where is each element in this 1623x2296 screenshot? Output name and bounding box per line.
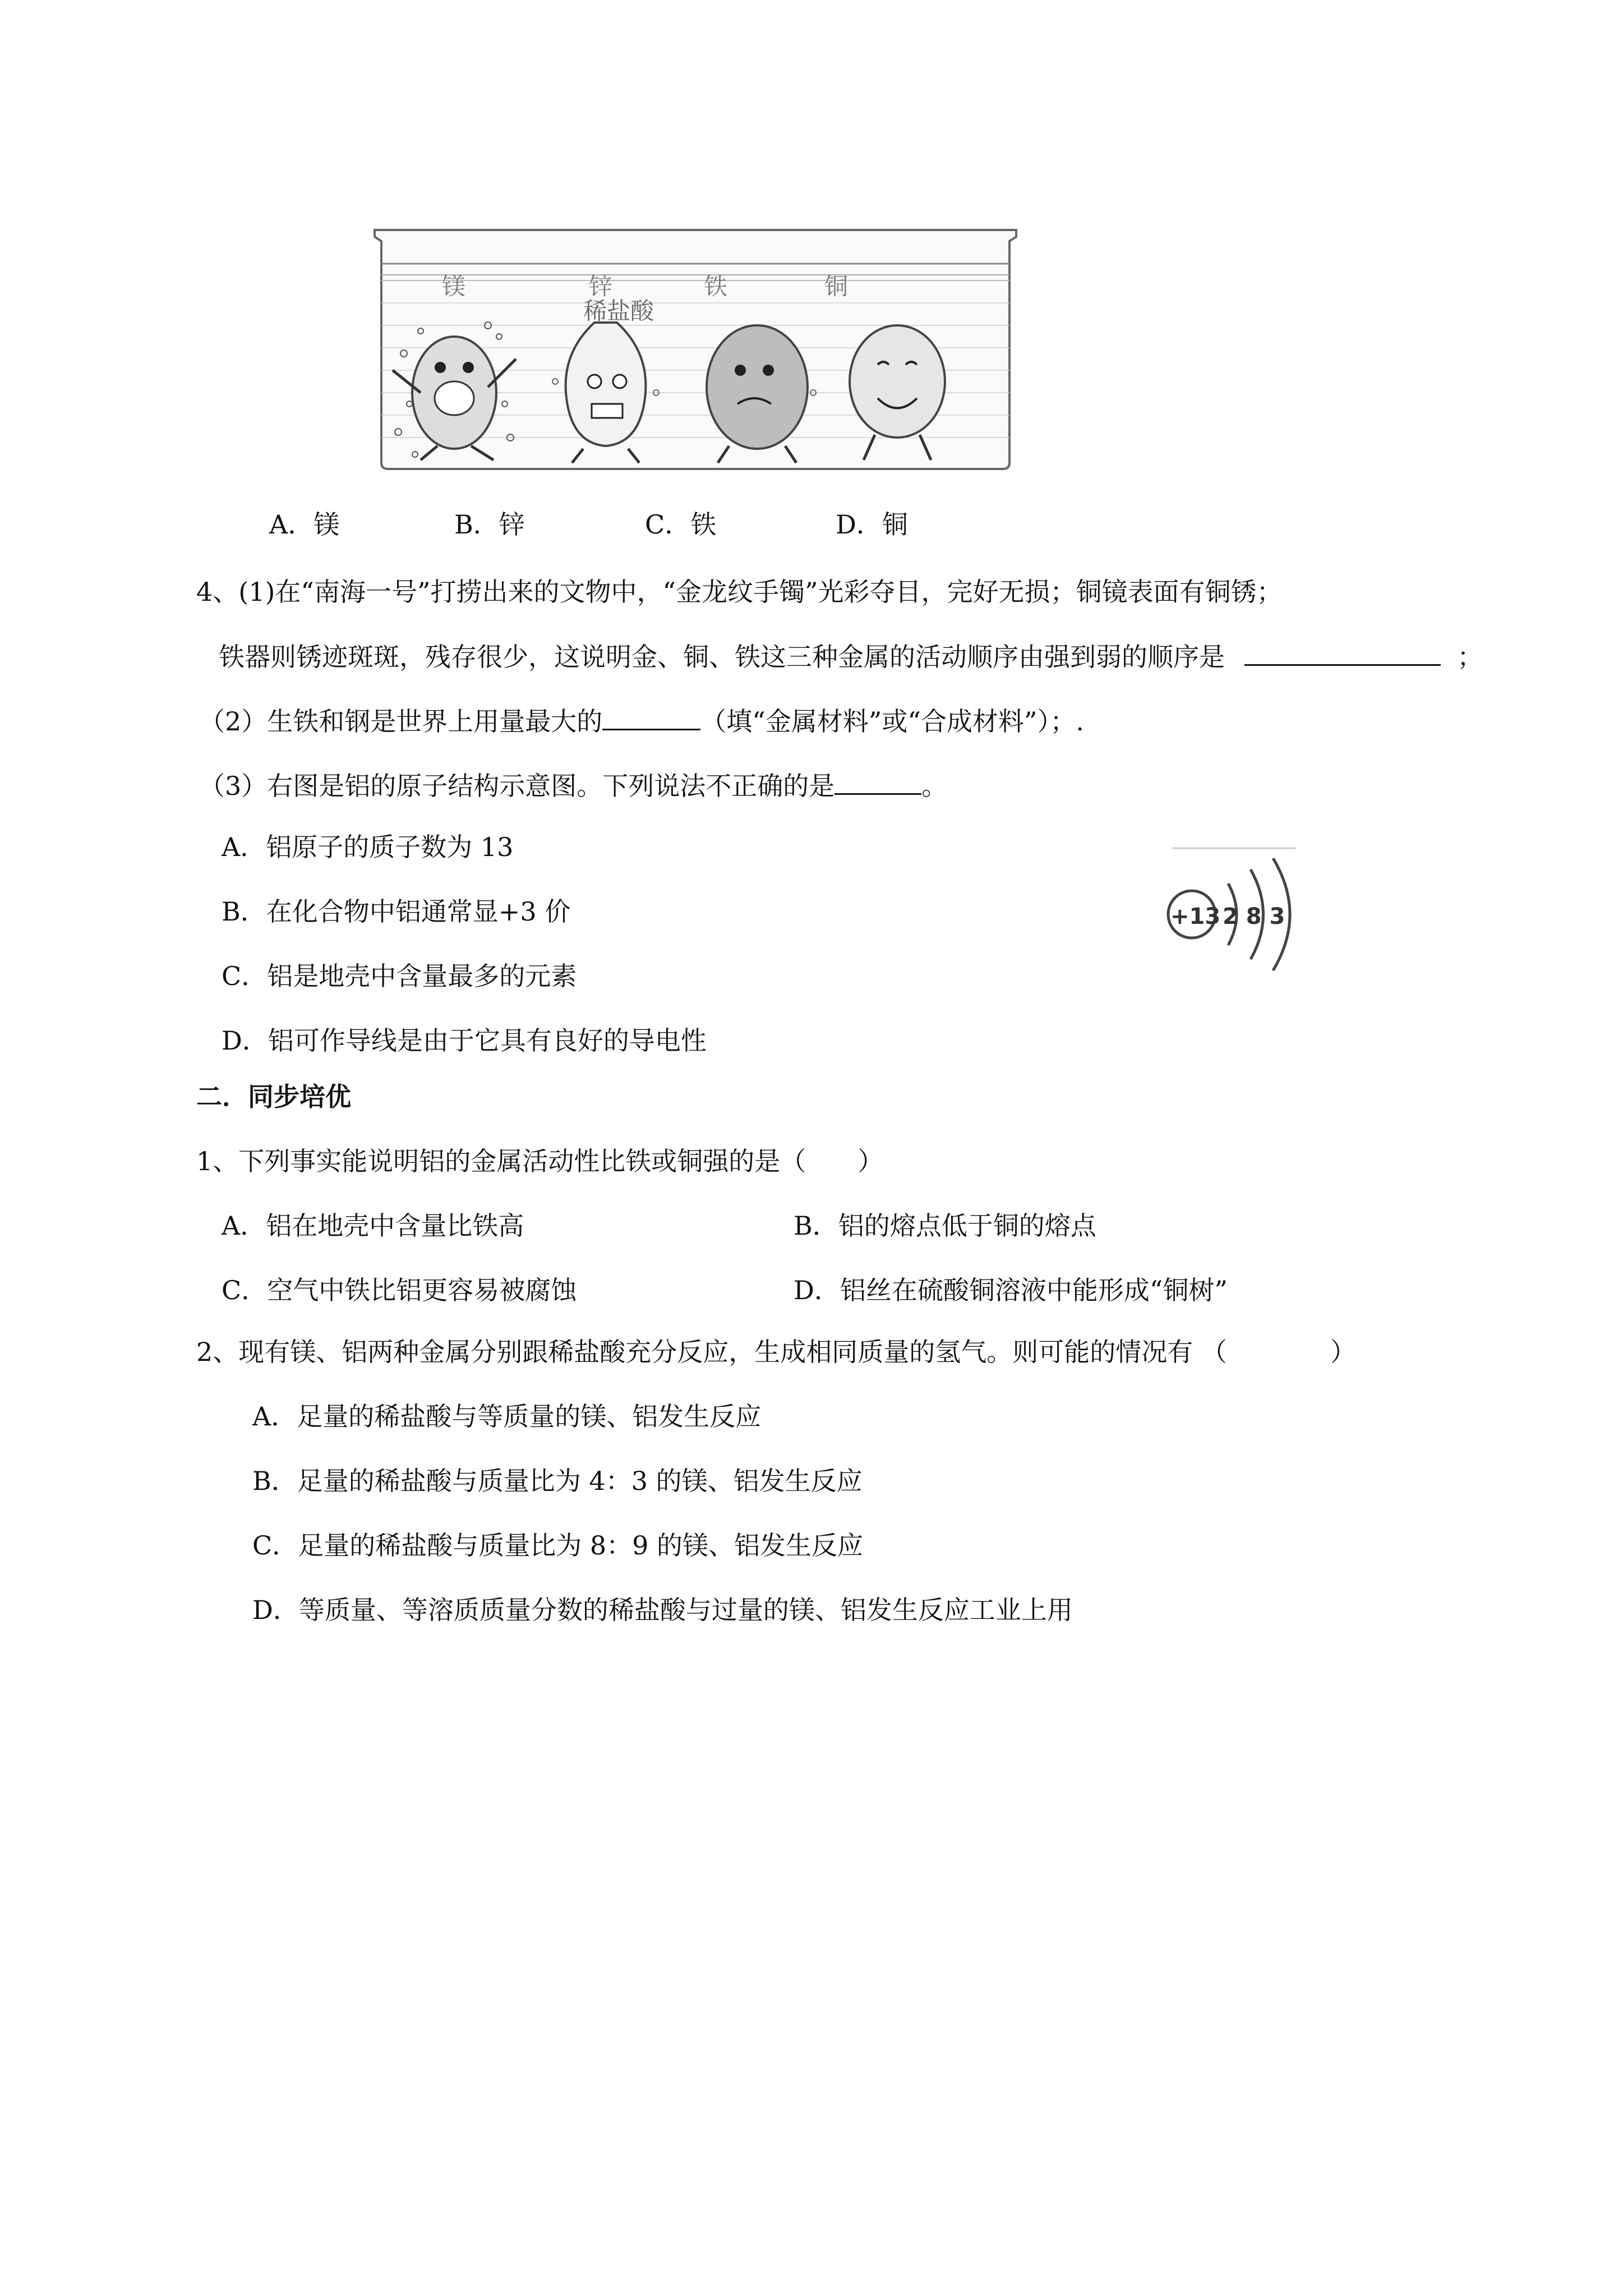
s2-q1-option-b: B．铝的熔点低于铜的熔点 — [794, 1211, 1096, 1241]
q4-part3-text-b: 。 — [921, 771, 948, 801]
q4-part2-text-a: （2）生铁和钢是世界上用量最大的 — [199, 706, 603, 737]
atom-shells-label: 2 8 3 — [1223, 904, 1285, 930]
s2-q1-option-d: D．铝丝在硫酸铜溶液中能形成“铜树” — [794, 1275, 1228, 1305]
beaker-label-acid: 稀盐酸 — [583, 297, 654, 325]
atom-nucleus-label: +13 — [1170, 904, 1221, 930]
q4-option-a: A．铝原子的质子数为 13 — [222, 832, 514, 862]
q3-option-b: B．锌 — [454, 509, 525, 540]
s2-q2-option-c: C．足量的稀盐酸与质量比为 8：9 的镁、铝发生反应 — [252, 1530, 863, 1561]
s2-q1-stem: 1、下列事实能说明铝的金属活动性比铁或铜强的是（ ） — [196, 1146, 884, 1176]
q4-option-d: D．铝可作导线是由于它具有良好的导电性 — [222, 1025, 707, 1056]
beaker-label-copper: 铜 — [824, 273, 849, 300]
beaker-label-magnesium: 镁 — [442, 273, 466, 300]
q4-option-b: B．在化合物中铝通常显+3 价 — [222, 896, 571, 927]
q4-part3-text-a: （3）右图是铝的原子结构示意图。下列说法不正确的是 — [199, 771, 835, 801]
q4-blank-incorrect[interactable] — [834, 769, 921, 795]
q3-option-d: D．铜 — [836, 509, 908, 540]
beaker-illustration — [370, 224, 1021, 471]
q4-part2-text-b: （填“金属材料”或“合成材料”）；. — [700, 706, 1084, 737]
s2-q1-option-a: A．铝在地壳中含量比铁高 — [222, 1211, 524, 1241]
section2-title: 二．同步培优 — [196, 1082, 351, 1112]
q4-option-c: C．铝是地壳中含量最多的元素 — [222, 961, 577, 991]
q4-line2-end: ； — [1457, 642, 1483, 672]
q3-option-c: C．铁 — [645, 509, 717, 540]
s2-q1-option-c: C．空气中铁比铝更容易被腐蚀 — [222, 1275, 577, 1305]
q4-blank-order[interactable] — [1244, 639, 1441, 666]
q4-part2 — [199, 704, 1084, 738]
s2-q2-option-d: D．等质量、等溶质质量分数的稀盐酸与过量的镁、铝发生反应工业上用 — [252, 1595, 1073, 1625]
q4-line1: 4、(1)在“南海一号”打捞出来的文物中，“金龙纹手镯”光彩夺目，完好无损；铜镜表面有铜锈； — [196, 577, 1283, 607]
q4-blank-material[interactable] — [602, 704, 700, 730]
q4-part3 — [199, 769, 947, 803]
q3-option-a: A．镁 — [269, 509, 340, 540]
beaker-label-iron: 铁 — [704, 273, 728, 300]
beaker-label-zinc: 锌 — [589, 273, 613, 300]
q4-line2 — [219, 639, 1483, 674]
s2-q2-option-a: A．足量的稀盐酸与等质量的镁、铝发生反应 — [252, 1401, 762, 1432]
q4-line2-text: 铁器则锈迹斑斑，残存很少，这说明金、铜、铁这三种金属的活动顺序由强到弱的顺序是 — [219, 642, 1225, 672]
s2-q2-option-b: B．足量的稀盐酸与质量比为 4：3 的镁、铝发生反应 — [252, 1466, 863, 1496]
s2-q2-stem: 2、现有镁、铝两种金属分别跟稀盐酸充分反应，生成相同质量的氢气。则可能的情况有 （ ） — [196, 1337, 1356, 1367]
